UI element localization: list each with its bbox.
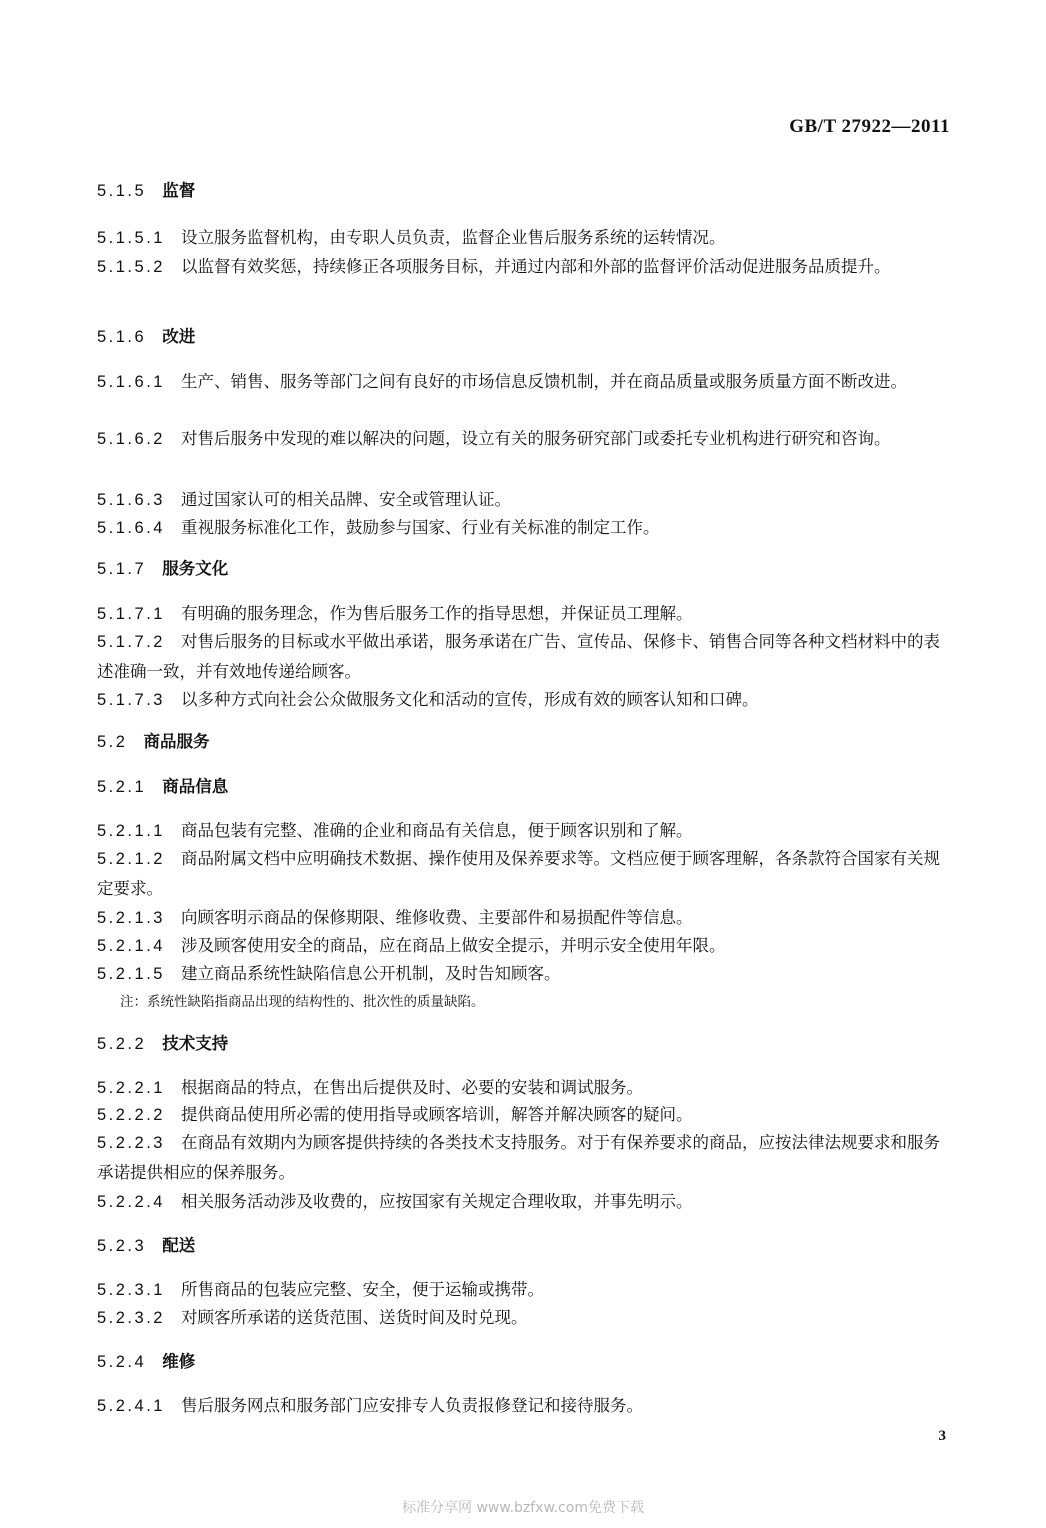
clause-paragraph: 5.1.6.4 重视服务标准化工作，鼓励参与国家、行业有关标准的制定工作。 <box>97 518 660 537</box>
section-heading: 5.1.7 服务文化 <box>97 559 229 578</box>
clause-paragraph: 5.1.6.3 通过国家认可的相关品牌、安全或管理认证。 <box>97 490 511 509</box>
clause-paragraph: 5.1.5.1 设立服务监督机构，由专职人员负责，监督企业售后服务系统的运转情况。 <box>97 228 726 247</box>
section-heading: 5.2.2 技术支持 <box>97 1034 229 1053</box>
footer-watermark: 标准分享网 www.bzfxw.com免费下载 <box>402 1500 644 1516</box>
clause-paragraph: 5.2.2.2 提供商品使用所必需的使用指导或顾客培训，解答并解决顾客的疑问。 <box>97 1105 693 1124</box>
section-heading: 5.2.1 商品信息 <box>97 777 229 796</box>
clause-paragraph: 5.2.2.3 在商品有效期内为顾客提供持续的各类技术支持服务。对于有保养要求的商品，应按法律法规要求和服务承诺提供相应的保养服务。 <box>97 1133 940 1182</box>
section-heading: 5.2 商品服务 <box>97 732 210 751</box>
section-heading: 5.1.5 监督 <box>97 181 196 200</box>
section-heading: 5.2.3 配送 <box>97 1236 196 1255</box>
clause-paragraph: 5.2.2.1 根据商品的特点，在售出后提供及时、必要的安装和调试服务。 <box>97 1078 643 1097</box>
clause-paragraph: 5.2.3.2 对顾客所承诺的送货范围、送货时间及时兑现。 <box>97 1308 528 1327</box>
section-heading: 5.1.6 改进 <box>97 327 196 346</box>
clause-paragraph: 5.2.1.3 向顾客明示商品的保修期限、维修收费、主要部件和易损配件等信息。 <box>97 908 693 927</box>
clause-paragraph: 5.2.1.5 建立商品系统性缺陷信息公开机制，及时告知顾客。 <box>97 964 561 983</box>
clause-paragraph: 5.2.1.4 涉及顾客使用安全的商品，应在商品上做安全提示，并明示安全使用年限。 <box>97 936 726 955</box>
clause-paragraph: 5.2.4.1 售后服务网点和服务部门应安排专人负责报修登记和接待服务。 <box>97 1396 643 1415</box>
clause-paragraph: 5.1.7.3 以多种方式向社会公众做服务文化和活动的宣传，形成有效的顾客认知和口碑。 <box>97 690 759 709</box>
clause-paragraph: 5.1.5.2 以监督有效奖惩，持续修正各项服务目标，并通过内部和外部的监督评价活动促进服务品质提升。 <box>97 257 891 276</box>
clause-paragraph: 5.2.1.1 商品包装有完整、准确的企业和商品有关信息，便于顾客识别和了解。 <box>97 821 693 840</box>
clause-note: 注：系统性缺陷指商品出现的结构性的、批次性的质量缺陷。 <box>120 994 485 1010</box>
section-heading: 5.2.4 维修 <box>97 1352 196 1371</box>
page-number: 3 <box>938 1428 946 1444</box>
document-code: GB/T 27922—2011 <box>789 116 950 137</box>
clause-paragraph: 5.2.3.1 所售商品的包装应完整、安全，便于运输或携带。 <box>97 1280 544 1299</box>
clause-paragraph: 5.2.1.2 商品附属文档中应明确技术数据、操作使用及保养要求等。文档应便于顾客理解，各条款符合国家有关规定要求。 <box>97 849 940 898</box>
clause-paragraph: 5.2.2.4 相关服务活动涉及收费的，应按国家有关规定合理收取，并事先明示。 <box>97 1192 693 1211</box>
clause-paragraph: 5.1.7.1 有明确的服务理念，作为售后服务工作的指导思想，并保证员工理解。 <box>97 604 693 623</box>
clause-paragraph: 5.1.6.1 生产、销售、服务等部门之间有良好的市场信息反馈机制，并在商品质量或服务质量方面不断改进。 <box>97 372 907 391</box>
clause-paragraph: 5.1.7.2 对售后服务的目标或水平做出承诺，服务承诺在广告、宣传品、保修卡、销售合同等各种文档材料中的表述准确一致，并有效地传递给顾客。 <box>97 632 940 681</box>
clause-paragraph: 5.1.6.2 对售后服务中发现的难以解决的问题，设立有关的服务研究部门或委托专业机构进行研究和咨询。 <box>97 429 891 448</box>
